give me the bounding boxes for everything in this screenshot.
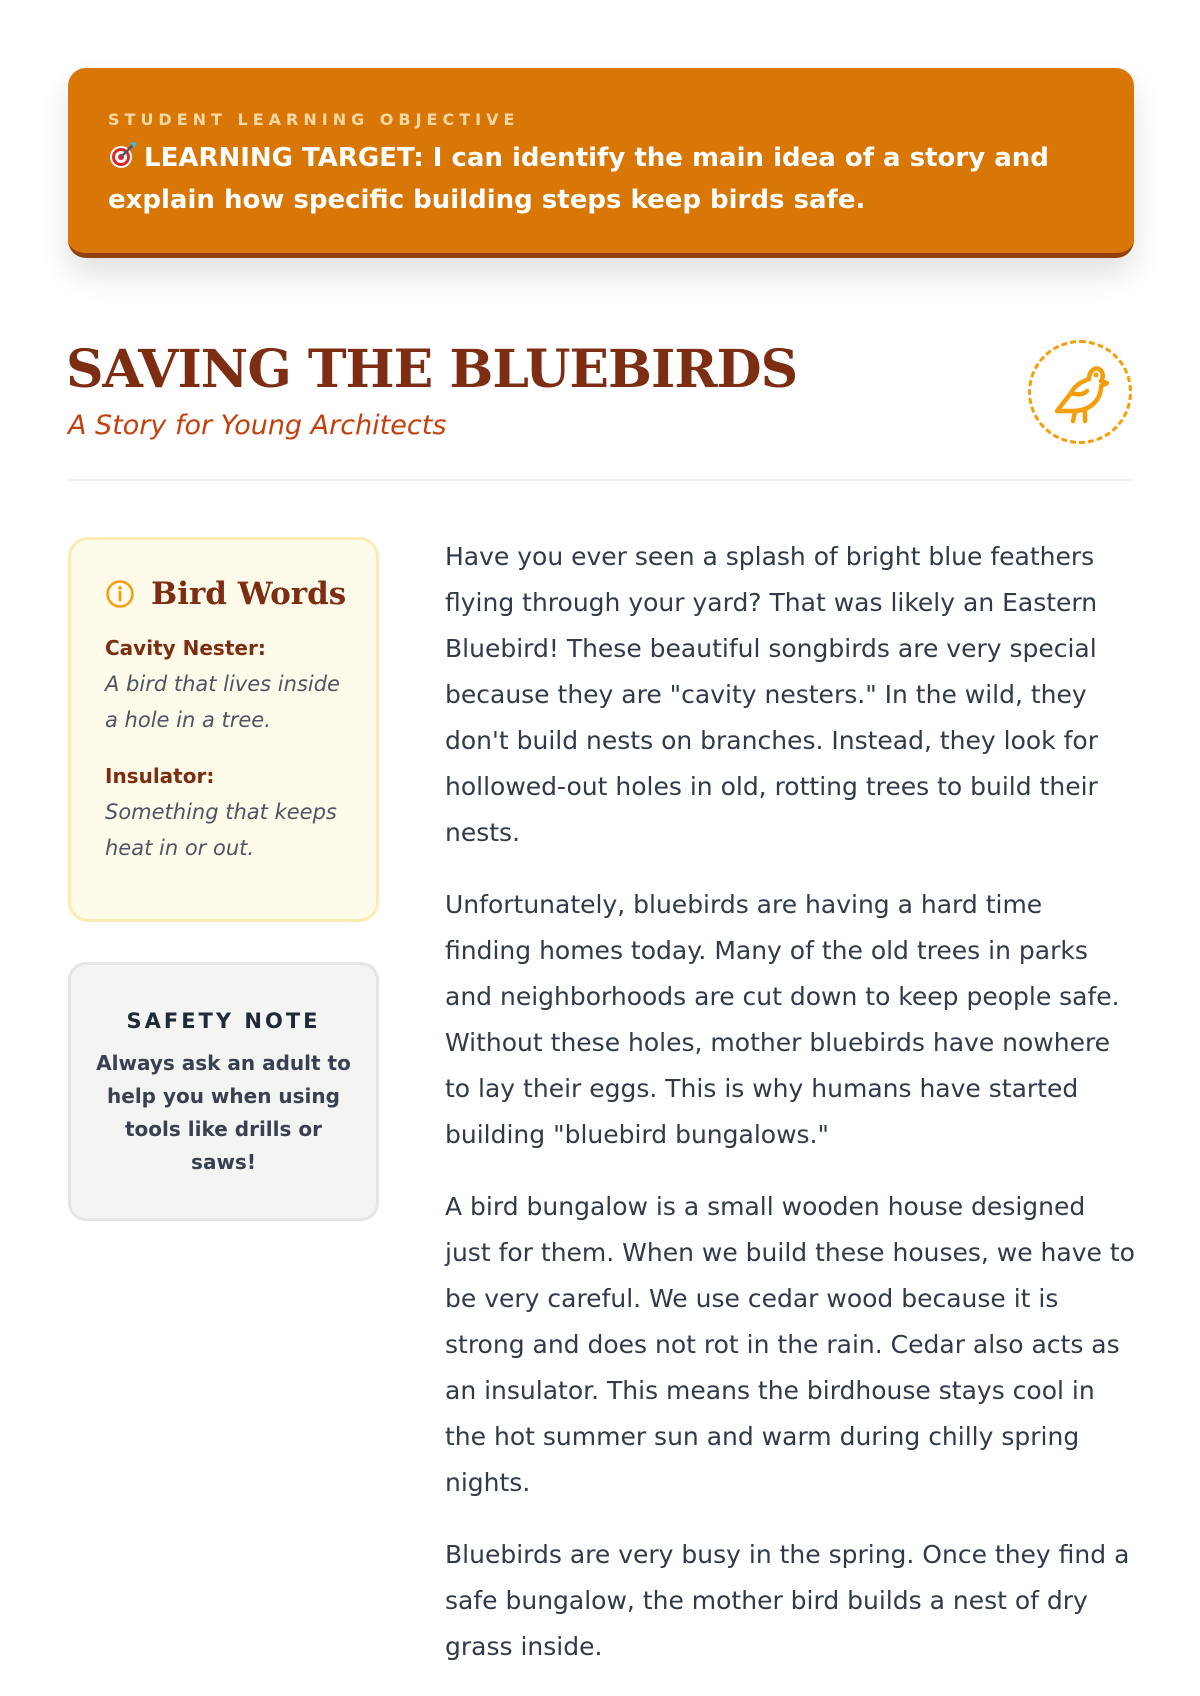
bird-icon — [1049, 359, 1111, 425]
bird-words-title: Bird Words — [151, 576, 347, 612]
glossary-definition: Something that keeps heat in or out. — [105, 800, 337, 860]
story-body — [445, 534, 1135, 1696]
info-icon — [105, 579, 135, 609]
bird-badge — [1028, 340, 1132, 444]
page-subtitle: A Story for Young Architects — [68, 410, 447, 441]
bird-words-card — [68, 537, 379, 922]
story-paragraph: Have you ever seen a splash of bright blue feathers flying through your yard? That was likely an Eastern Bluebird! These beautiful songbirds are very special because they are "cavity nesters." In the wild, they don't build nests on branches. Instead, they look for hollowed-out holes in old, rotting trees to build their nests. — [445, 542, 1098, 847]
objective-statement — [108, 139, 1094, 219]
bird-words-heading — [105, 576, 347, 612]
objective-label: STUDENT LEARNING OBJECTIVE — [108, 110, 520, 129]
safety-note-title: SAFETY NOTE — [126, 1009, 321, 1033]
glossary-term: Insulator: — [105, 764, 215, 788]
page-title: SAVING THE BLUEBIRDS — [66, 339, 798, 400]
safety-note-text: Always ask an adult to help you when using tools like drills or saws! — [96, 1051, 351, 1174]
glossary-term: Cavity Nester: — [105, 636, 266, 660]
safety-note-card — [68, 962, 379, 1221]
story-paragraph: Bluebirds are very busy in the spring. Once they find a safe bungalow, the mother bird builds a nest of dry grass inside. — [445, 1540, 1130, 1661]
header-divider — [68, 479, 1134, 481]
learning-objective-banner — [68, 68, 1134, 258]
story-paragraph: A bird bungalow is a small wooden house designed just for them. When we build these houses, we have to be very careful. We use cedar wood because it is strong and does not rot in the rain. Cedar also acts as an insulator. This means the birdhouse stays cool in the hot summer sun and warm during chilly spring nights. — [445, 1192, 1135, 1497]
story-paragraph: Unfortunately, bluebirds are having a hard time finding homes today. Many of the old trees in parks and neighborhoods are cut down to keep people safe. Without these holes, mother bluebirds have nowhere to lay their eggs. This is why humans have started building "bluebird bungalows." — [445, 890, 1120, 1149]
glossary-definition: A bird that lives inside a hole in a tree. — [105, 672, 340, 732]
objective-text: LEARNING TARGET: I can identify the main idea of a story and explain how specific building steps keep birds safe. — [108, 143, 1049, 215]
target-icon — [108, 140, 138, 181]
